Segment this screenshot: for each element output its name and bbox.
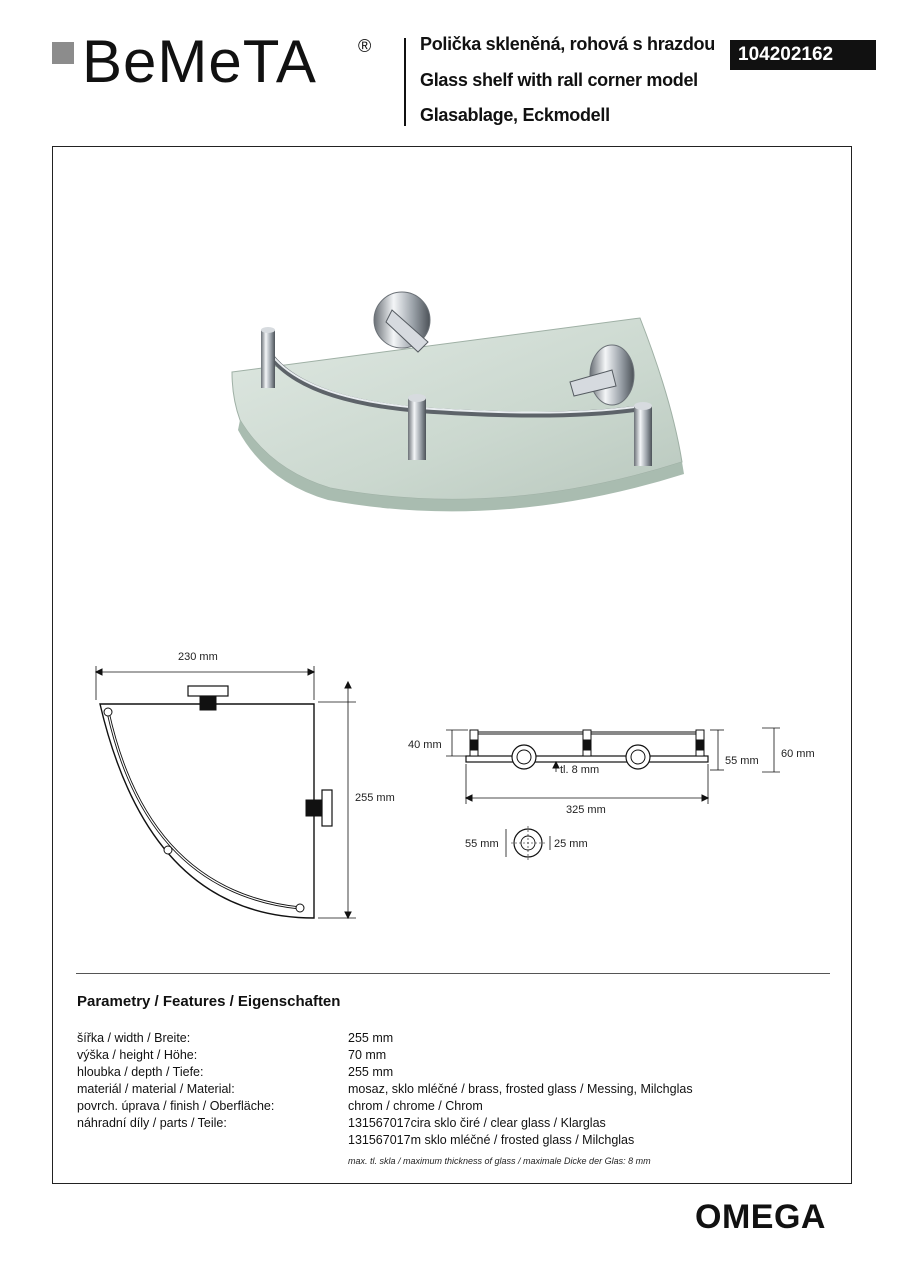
spec-value: 131567017m sklo mléčné / frosted glass / Milchglas (348, 1133, 635, 1147)
dim-rosette-inner: 25 mm (554, 838, 588, 850)
product-photo (232, 292, 684, 511)
dim-post-height: 55 mm (725, 755, 759, 767)
logo-wordmark: BeMeTA (82, 28, 317, 95)
dim-rosette-diameter: 55 mm (465, 838, 499, 850)
title-english: Glass shelf with rall corner model (420, 70, 698, 90)
spec-row-material (77, 1081, 817, 1098)
rail-post-left (261, 327, 275, 388)
rail-post-middle (408, 394, 426, 460)
top-view-drawing (96, 666, 356, 918)
dim-top-width: 230 mm (178, 651, 218, 663)
spec-row-height (77, 1047, 817, 1064)
series-name: OMEGA (695, 1198, 826, 1236)
dim-glass-thickness: tl. 8 mm (560, 764, 600, 776)
dim-side-depth: 255 mm (355, 792, 395, 804)
spec-row-finish (77, 1098, 817, 1115)
spec-label: výška / height / Höhe: (77, 1048, 198, 1062)
rosette-drawing (506, 826, 550, 860)
spec-value: mosaz, sklo mléčné / brass, frosted glass / Messing, Milchglas (348, 1082, 693, 1096)
spec-row-depth (77, 1064, 817, 1081)
spec-value: 255 mm (348, 1065, 394, 1079)
features-table (77, 1030, 817, 1149)
spec-value: chrom / chrome / Chrom (348, 1099, 483, 1113)
spec-row-parts (77, 1115, 817, 1132)
title-german: Glasablage, Eckmodell (420, 105, 610, 125)
registered-mark: ® (358, 36, 372, 56)
rail-post-right (634, 402, 652, 466)
spec-label: náhradní díly / parts / Teile: (77, 1116, 227, 1130)
glass-thickness-note: max. tl. skla / maximum thickness of glass / maximale Dicke der Glas: 8 mm (348, 1156, 651, 1166)
spec-label: hloubka / depth / Tiefe: (77, 1065, 204, 1079)
product-code-badge: 104202162 (730, 40, 876, 70)
spec-label: šířka / width / Breite: (77, 1031, 191, 1045)
dim-total-length: 325 mm (566, 804, 606, 816)
section-divider (76, 973, 830, 974)
features-heading: Parametry / Features / Eigenschaften (77, 993, 341, 1010)
spec-value: 255 mm (348, 1031, 394, 1045)
spec-label: povrch. úprava / finish / Oberfläche: (77, 1099, 275, 1113)
spec-row-width (77, 1030, 817, 1047)
dim-overall-height: 60 mm (781, 748, 815, 760)
spec-value: 131567017cira sklo čiré / clear glass / Klarglas (348, 1116, 606, 1130)
spec-label: materiál / material / Material: (77, 1082, 235, 1096)
spec-value: 70 mm (348, 1048, 387, 1062)
wall-bracket-back (374, 292, 430, 352)
spec-row-parts-2 (77, 1132, 817, 1149)
dim-rail-height: 40 mm (408, 739, 442, 751)
title-czech: Polička skleněná, rohová s hrazdou (420, 34, 715, 54)
